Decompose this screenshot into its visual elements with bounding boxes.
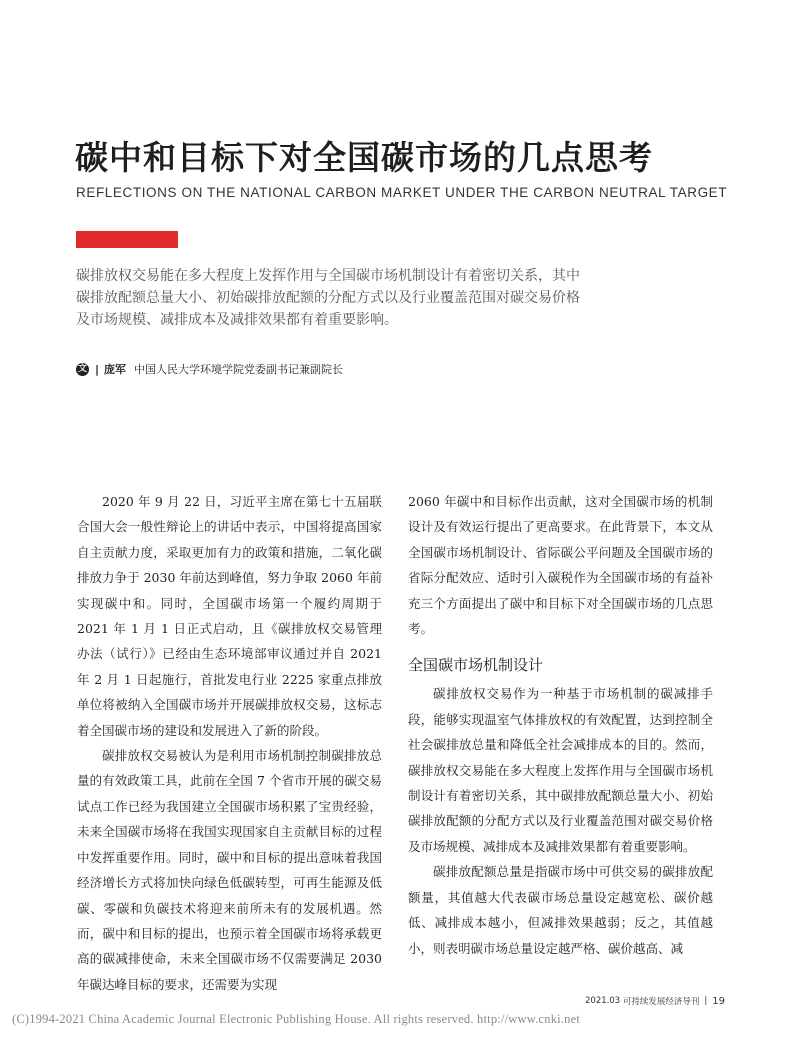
page-number: 19	[712, 995, 725, 1007]
body-paragraph: 碳排放配额总量是指碳市场中可供交易的碳排放配额量，其值越大代表碳市场总量设定越宽松、碳价越低、减排成本越小，但减排效果越弱；反之，其值越小，则表明碳市场总量设定越严格、碳价越高、减	[408, 864, 713, 956]
article-title: 碳中和目标下对全国碳市场的几点思考	[75, 138, 653, 177]
author-line	[76, 361, 343, 377]
accent-bar	[76, 231, 178, 248]
footer-journal: 可持续发展经济导刊	[622, 997, 700, 1007]
body-paragraph: 2060 年碳中和目标作出贡献，这对全国碳市场的机制设计及有效运行提出了更高要求。在此背景下，本文从全国碳市场机制设计、省际碳公平问题及全国碳市场的省际分配效应、适时引入碳税作为全国碳市场的有益补充三个方面提出了碳中和目标下对全国碳市场的几点思考。	[408, 494, 713, 637]
footer-issue: 2021.03	[585, 996, 621, 1006]
body-paragraph: 碳排放权交易作为一种基于市场机制的碳减排手段，能够实现温室气体排放权的有效配置，达到控制全社会碳排放总量和降低全社会减排成本的目的。然而，碳排放权交易能在多大程度上发挥作用与全国碳市场机制设计有着密切关系，其中碳排放配额总量大小、初始碳排放配额的分配方式以及行业覆盖范围对碳交易价格及市场规模、减排成本及减排效果都有着重要影响。	[408, 686, 713, 854]
author-icon: 文	[77, 363, 87, 374]
body-paragraph: 碳排放权交易被认为是利用市场机制控制碳排放总量的有效政策工具，此前在全国 7 个省市开展的碳交易试点工作已经为我国建立全国碳市场积累了宝贵经验，未来全国碳市场将在我国实现国家自主贡献目标的过程中发挥重要作用。同时，碳中和目标的提出意味着我国经济增长方式将加快向绿色低碳转型，可再生能源及低碳、零碳和负碳技术将迎来前所未有的发展机遇。然而，碳中和目标的提出，也预示着全国碳市场将承载更高的碳减排使命，未来全国碳市场不仅需要满足 2030 年碳达峰目标的要求，还需要为实现	[77, 748, 382, 992]
abstract-line: 及市场规模、减排成本及减排效果都有着重要影响。	[76, 312, 398, 328]
author-separator: |	[95, 362, 100, 376]
author-affiliation: 中国人民大学环境学院党委副书记兼副院长	[134, 363, 344, 376]
footer-separator: |	[704, 996, 708, 1006]
body-paragraph: 2020 年 9 月 22 日，习近平主席在第七十五届联合国大会一般性辩论上的讲话中表示，中国将提高国家自主贡献力度，采取更加有力的政策和措施，二氧化碳排放力争于 2030 年前达到峰值，努力争取 2060 年前实现碳中和。同时，全国碳市场第一个履约周期于 2021 年 1 月 1 日正式启动，且《碳排放权交易管理办法（试行）》已经由生态环境部审议通过并自 2021 年 2 月 1 日起施行，首批发电行业 2225 家重点排放单位将被纳入全国碳市场并开展碳排放权交易，这标志着全国碳市场的建设和发展进入了新的阶段。	[77, 494, 382, 738]
abstract	[76, 265, 636, 331]
page-footer	[585, 995, 725, 1007]
abstract-line: 碳排放配额总量大小、初始碳排放配额的分配方式以及行业覆盖范围对碳交易价格	[76, 290, 580, 306]
author-name: 庞军	[104, 363, 127, 376]
body-left-column	[77, 489, 382, 997]
body-right-column	[408, 489, 713, 961]
section-heading: 全国碳市场机制设计	[408, 656, 544, 675]
abstract-line: 碳排放权交易能在多大程度上发挥作用与全国碳市场机制设计有着密切关系，其中	[76, 268, 580, 284]
copyright-notice: (C)1994-2021 China Academic Journal Electronic Publishing House. All rights reserved. http://www.cnki.net	[12, 1012, 581, 1026]
article-subtitle: REFLECTIONS ON THE NATIONAL CARBON MARKET UNDER THE CARBON NEUTRAL TARGET	[76, 185, 728, 200]
